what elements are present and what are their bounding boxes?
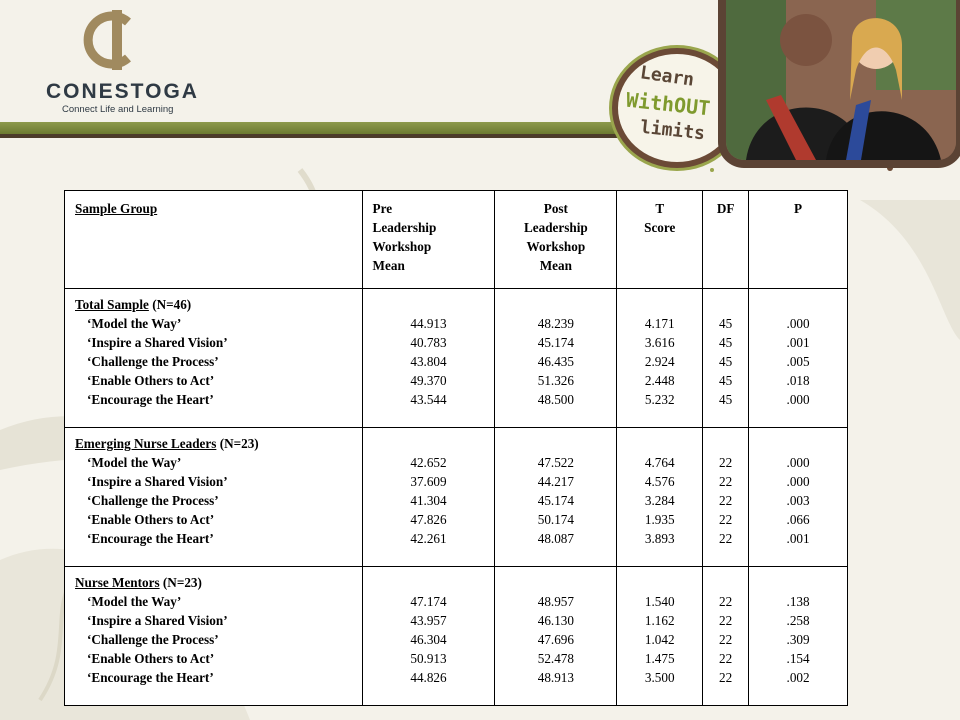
value: 46.130 [537,613,574,628]
value: .309 [786,632,810,647]
value: 42.652 [410,455,447,470]
value: 45.174 [537,493,574,508]
value: 40.783 [410,335,447,350]
header-text: T [655,201,665,216]
practice-label: ‘Challenge the Process’ [87,493,219,508]
pre-mean-cell [362,428,495,567]
value: 41.304 [410,493,447,508]
value: .000 [786,392,810,407]
value: 22 [719,651,733,666]
header-text: Mean [372,258,405,273]
practice-label: ‘Encourage the Heart’ [87,531,214,546]
value: 50.174 [537,512,574,527]
value: 48.087 [537,531,574,546]
value: .138 [786,594,810,609]
value: 22 [719,474,733,489]
value: 43.544 [410,392,447,407]
value: 49.370 [410,373,447,388]
group-title [75,573,361,592]
pre-mean-cell [362,567,495,706]
value: 37.609 [410,474,447,489]
practice-label: ‘Challenge the Process’ [87,354,219,369]
p-value-cell [749,567,848,706]
value: 3.500 [644,670,675,685]
brand-tagline: Connect Life and Learning [62,104,174,115]
value: 43.957 [410,613,447,628]
group-title [75,295,361,314]
df-cell [703,428,749,567]
t-score-cell [617,428,703,567]
value: 42.261 [410,531,447,546]
group-n: (N=23) [162,575,202,590]
table-row [65,428,848,567]
value: 4.171 [644,316,675,331]
group-label-cell [65,289,363,428]
brand-name: CONESTOGA [46,80,199,103]
value: .154 [786,651,810,666]
practice-label: ‘Model the Way’ [87,594,182,609]
pre-mean-cell [362,289,495,428]
practice-label: ‘Inspire a Shared Vision’ [87,335,228,350]
group-title [75,434,361,453]
value: 45 [719,316,733,331]
group-n: (N=46) [152,297,192,312]
value: .000 [786,474,810,489]
value: 44.826 [410,670,447,685]
value: 43.804 [410,354,447,369]
group-name: Total Sample [75,297,149,312]
value: 48.957 [537,594,574,609]
value: 45 [719,392,733,407]
value: 1.042 [644,632,675,647]
value: 3.616 [644,335,675,350]
header-p: P [749,191,848,289]
group-name: Nurse Mentors [75,575,160,590]
value: .066 [786,512,810,527]
post-mean-cell [495,567,617,706]
header-pre-mean [362,191,495,289]
practice-label: ‘Inspire a Shared Vision’ [87,474,228,489]
practice-label: ‘Inspire a Shared Vision’ [87,613,228,628]
header-text: Score [644,220,676,235]
value: 48.239 [537,316,574,331]
value: 47.522 [537,455,574,470]
value: 47.174 [410,594,447,609]
value: 22 [719,613,733,628]
value: 51.326 [537,373,574,388]
header-sample-group: Sample Group [65,191,363,289]
value: 1.935 [644,512,675,527]
df-cell [703,567,749,706]
header-text: Leadership [372,220,437,235]
value: 47.826 [410,512,447,527]
value: 45 [719,354,733,369]
value: .258 [786,613,810,628]
value: 3.284 [644,493,675,508]
header-text: Post [543,201,568,216]
graduates-photo [718,0,960,168]
value: .001 [786,335,810,350]
table-row [65,289,848,428]
group-name: Emerging Nurse Leaders [75,436,217,451]
value: .002 [786,670,810,685]
group-n: (N=23) [219,436,259,451]
value: 2.924 [644,354,675,369]
value: .000 [786,455,810,470]
value: 22 [719,632,733,647]
group-label-cell [65,567,363,706]
header-post-mean [495,191,617,289]
value: 4.764 [644,455,675,470]
value: 47.696 [537,632,574,647]
practice-label: ‘Model the Way’ [87,316,182,331]
t-score-cell [617,289,703,428]
badge-line-2: WithOUT [624,87,712,121]
post-mean-cell [495,289,617,428]
value: 3.893 [644,531,675,546]
conestoga-logo-icon [82,8,146,72]
value: 48.500 [537,392,574,407]
value: 22 [719,670,733,685]
value: 2.448 [644,373,675,388]
value: 45 [719,373,733,388]
table-header-row [65,191,848,289]
badge-line-1: Learn [638,62,696,91]
value: 4.576 [644,474,675,489]
value: .003 [786,493,810,508]
practice-label: ‘Enable Others to Act’ [87,651,215,666]
value: 48.913 [537,670,574,685]
header-text: Workshop [526,239,586,254]
results-table [64,190,848,706]
value: 46.435 [537,354,574,369]
value: 1.540 [644,594,675,609]
value: 50.913 [410,651,447,666]
header-text: Workshop [372,239,432,254]
value: .005 [786,354,810,369]
value: 52.478 [537,651,574,666]
header-text: Leadership [523,220,588,235]
header-text: Pre [372,201,393,216]
practice-label: ‘Model the Way’ [87,455,182,470]
value: .018 [786,373,810,388]
graduates-illustration-icon [726,0,956,160]
practice-label: ‘Challenge the Process’ [87,632,219,647]
value: 1.475 [644,651,675,666]
value: .001 [786,531,810,546]
practice-label: ‘Encourage the Heart’ [87,670,214,685]
value: 22 [719,531,733,546]
value: 46.304 [410,632,447,647]
practice-label: ‘Enable Others to Act’ [87,373,215,388]
header-text: Mean [539,258,572,273]
badge-line-3: limits [639,116,706,145]
value: .000 [786,316,810,331]
header-t-score [617,191,703,289]
post-mean-cell [495,428,617,567]
value: 5.232 [644,392,675,407]
group-label-cell [65,428,363,567]
df-cell [703,289,749,428]
header-df: DF [703,191,749,289]
value: 1.162 [644,613,675,628]
p-value-cell [749,289,848,428]
value: 22 [719,493,733,508]
value: 44.217 [537,474,574,489]
value: 22 [719,512,733,527]
value: 22 [719,455,733,470]
value: 45 [719,335,733,350]
table-row [65,567,848,706]
value: 44.913 [410,316,447,331]
t-score-cell [617,567,703,706]
practice-label: ‘Encourage the Heart’ [87,392,214,407]
p-value-cell [749,428,848,567]
value: 45.174 [537,335,574,350]
practice-label: ‘Enable Others to Act’ [87,512,215,527]
value: 22 [719,594,733,609]
